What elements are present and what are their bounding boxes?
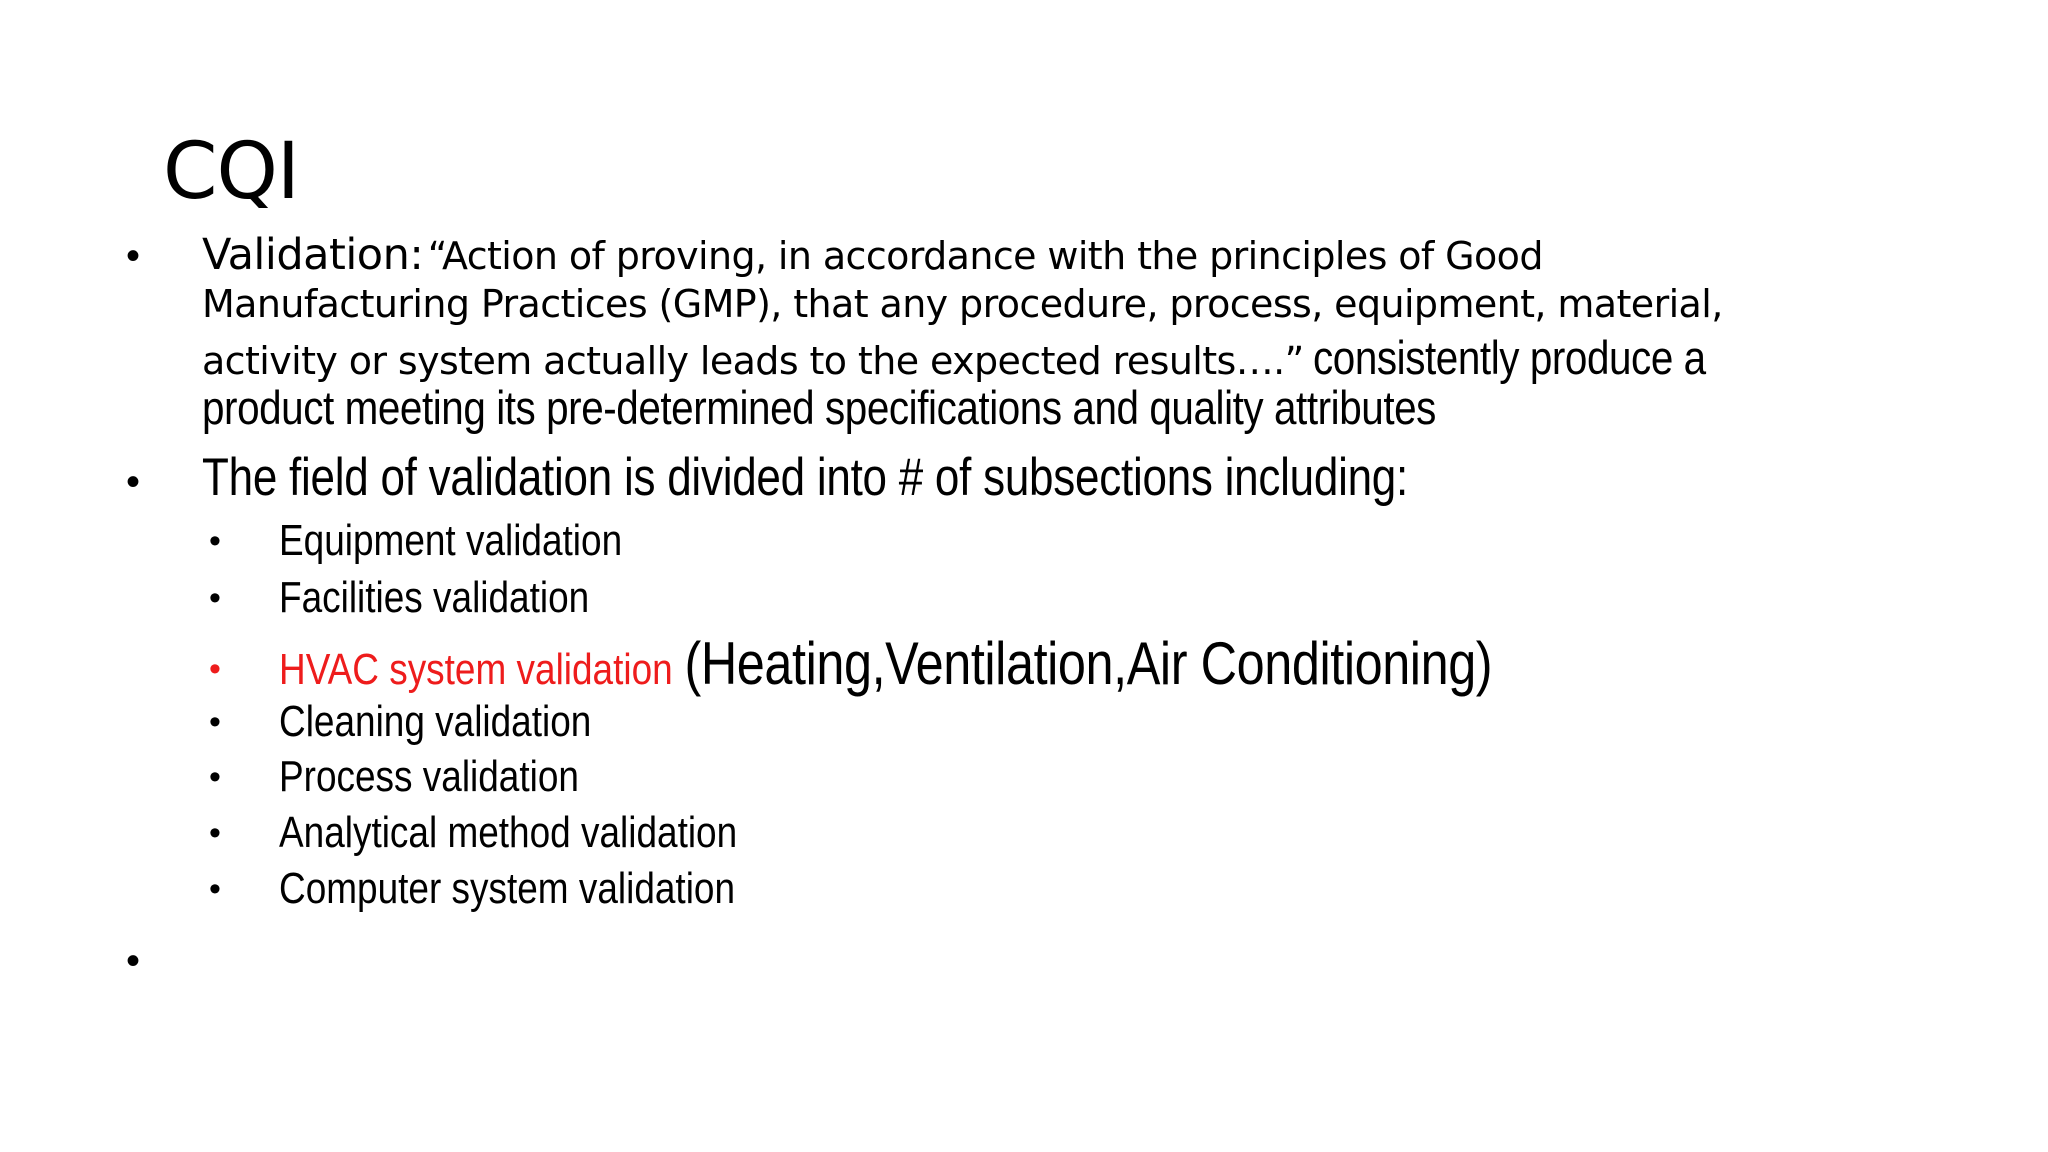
subsection-label: Cleaning validation bbox=[279, 697, 592, 746]
subsection-label: Process validation bbox=[279, 752, 579, 801]
subsection-hvac bbox=[279, 632, 1492, 702]
validation-definition bbox=[202, 230, 1842, 434]
slide-title: CQI bbox=[163, 127, 299, 217]
subsection-item bbox=[0, 808, 2048, 864]
empty-bullet-icon: • bbox=[126, 939, 141, 983]
validation-lead: Validation: bbox=[202, 230, 424, 280]
subsection-item bbox=[0, 752, 2048, 808]
definition-line-3 bbox=[202, 330, 1842, 384]
subsection-item bbox=[0, 864, 2048, 920]
definition-line-1 bbox=[202, 230, 1842, 282]
subsection-item-hvac bbox=[0, 630, 2048, 697]
quote-line-2: Manufacturing Practices (GMP), that any procedure, process, equipment, material, bbox=[202, 282, 1723, 326]
subsection-label: Analytical method validation bbox=[279, 808, 738, 857]
subsection-label-hvac: HVAC system validation bbox=[279, 645, 673, 694]
sub-bullet-icon: • bbox=[209, 522, 221, 560]
subsection-item bbox=[0, 516, 2048, 572]
definition-line-2 bbox=[202, 282, 1842, 330]
definition-line-4: product meeting its pre-determined specifications and quality attributes bbox=[202, 381, 1436, 434]
sub-bullet-icon: • bbox=[209, 579, 221, 617]
hvac-expansion: (Heating,Ventilation,Air Conditioning) bbox=[684, 630, 1493, 697]
sub-bullet-icon: • bbox=[209, 650, 221, 688]
quote-line-1: “Action of proving, in accordance with the principles of Good bbox=[427, 234, 1543, 278]
definition-tail: consistently produce a bbox=[1312, 331, 1706, 384]
sub-bullet-icon: • bbox=[209, 703, 221, 741]
bullet-icon: • bbox=[126, 234, 141, 278]
quote-line-3: activity or system actually leads to the expected results….” bbox=[202, 339, 1304, 383]
subsection-label: Computer system validation bbox=[279, 864, 736, 913]
subsection-item bbox=[0, 573, 2048, 629]
sub-bullet-icon: • bbox=[209, 814, 221, 852]
field-statement: The field of validation is divided into # of subsections including: bbox=[202, 448, 1409, 507]
subsection-label: Equipment validation bbox=[279, 516, 623, 565]
bullet-icon: • bbox=[126, 460, 141, 504]
sub-bullet-icon: • bbox=[209, 870, 221, 908]
sub-bullet-icon: • bbox=[209, 758, 221, 796]
subsection-item bbox=[0, 697, 2048, 753]
subsection-label: Facilities validation bbox=[279, 573, 590, 622]
